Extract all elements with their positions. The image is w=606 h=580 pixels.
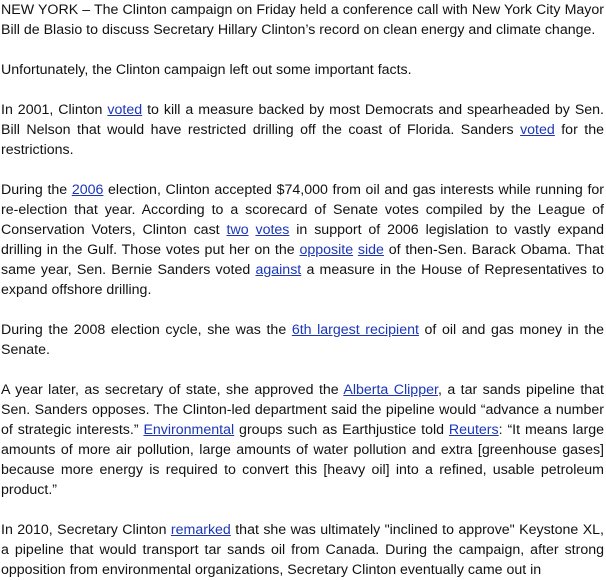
inline-link[interactable]: voted bbox=[107, 102, 143, 118]
paragraph-text: groups such as Earthjustice told bbox=[234, 422, 449, 438]
article-paragraph bbox=[1, 320, 604, 360]
inline-link[interactable]: votes bbox=[255, 222, 290, 238]
paragraph-text: to kill a measure backed by most Democrats and spearheaded by Sen. Bill Nelson that would have restricted drilling off the coast of Florida. Sanders bbox=[1, 102, 605, 138]
paragraph-text: Unfortunately, the Clinton campaign left out some important facts. bbox=[1, 62, 412, 78]
inline-link[interactable]: 2006 bbox=[71, 182, 104, 198]
paragraph-text: , a tar sands pipeline that Sen. Sanders opposes. The Clinton-led department said the pipeline would “advance a number of strategic interests.” bbox=[1, 382, 605, 438]
inline-link[interactable]: two bbox=[226, 222, 249, 238]
paragraph-text: NEW YORK – The Clinton campaign on Friday held a conference call with New York City Mayor Bill de Blasio to discuss Secretary Hillary Clinton’s record on clean energy and climate change. bbox=[1, 2, 604, 38]
paragraph-text: In 2001, Clinton bbox=[1, 102, 108, 118]
paragraph-text: A year later, as secretary of state, she approved the bbox=[1, 382, 344, 398]
article-paragraph bbox=[1, 380, 604, 500]
inline-link[interactable]: opposite bbox=[299, 242, 354, 258]
paragraph-text: During the bbox=[1, 182, 72, 198]
article-paragraph bbox=[1, 100, 604, 160]
paragraph-text: of then-Sen. Barack Obama. That same year, Sen. Bernie Sanders voted bbox=[1, 242, 604, 278]
article-paragraph bbox=[1, 0, 604, 40]
article-paragraph bbox=[1, 60, 604, 80]
inline-link[interactable]: voted bbox=[520, 122, 555, 138]
paragraph-text: of oil and gas money in the Senate. bbox=[1, 322, 604, 358]
paragraph-text: that she was ultimately "inclined to approve" Keystone XL, a pipeline that would transport tar sands oil from Canada. During the campaign, after strong opposition from environmental organizations, Secretary Clinton eventually came out in bbox=[1, 522, 605, 578]
paragraph-text: for the restrictions. bbox=[1, 122, 604, 158]
paragraph-text: During the 2008 election cycle, she was the bbox=[1, 322, 292, 338]
inline-link[interactable]: Reuters bbox=[448, 422, 499, 438]
paragraph-text: : “It means large amounts of more air pollution, large amounts of water pollution and extra [greenhouse gases] because more energy is required to convert this [heavy oil] into a refined, usable petroleum product.” bbox=[1, 422, 605, 498]
paragraph-text: a measure in the House of Representatives to expand offshore drilling. bbox=[1, 262, 604, 298]
inline-link[interactable]: Environmental bbox=[143, 422, 235, 438]
article-paragraph bbox=[1, 520, 604, 580]
article-paragraph bbox=[1, 180, 604, 300]
inline-link[interactable]: Alberta Clipper bbox=[343, 382, 438, 398]
inline-link[interactable]: remarked bbox=[170, 522, 231, 538]
paragraph-text: election, Clinton accepted $74,000 from oil and gas interests while running for re-election that year. According to a scorecard of Senate votes compiled by the League of Conservation Voters, Clinton cast bbox=[1, 182, 605, 238]
inline-link[interactable]: side bbox=[357, 242, 384, 258]
inline-link[interactable]: against bbox=[255, 262, 302, 278]
paragraph-text: in support of 2006 legislation to vastly expand drilling in the Gulf. Those votes put her on the bbox=[1, 222, 604, 258]
inline-link[interactable]: 6th largest recipient bbox=[291, 322, 419, 338]
paragraph-text: In 2010, Secretary Clinton bbox=[1, 522, 171, 538]
